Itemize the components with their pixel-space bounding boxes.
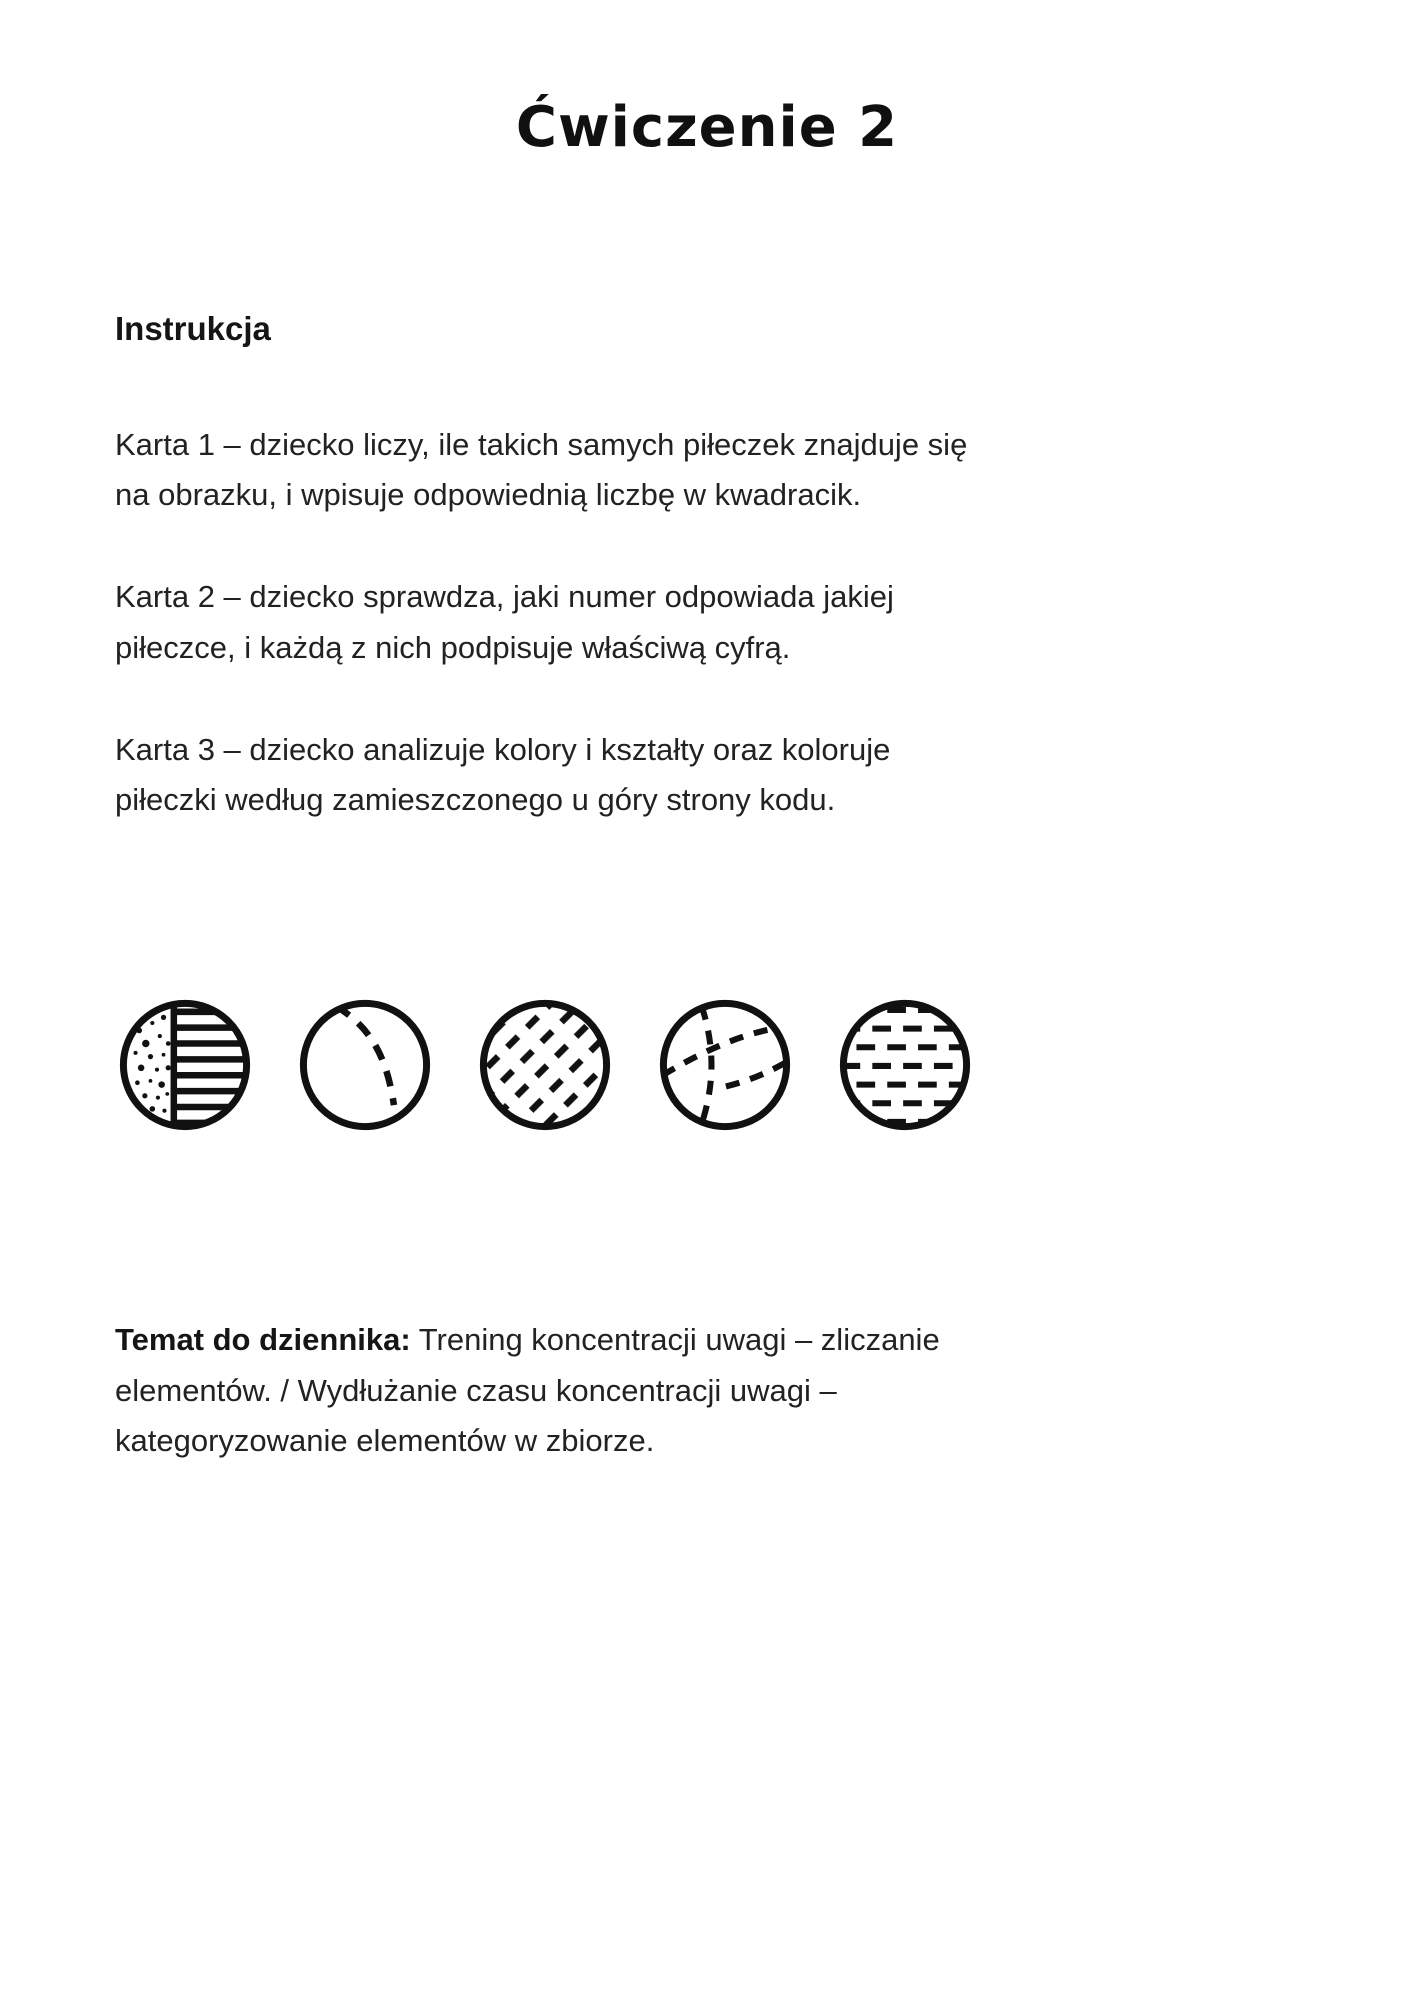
journal-topic-note [115,1315,1005,1466]
instruction-paragraph-karta-3: Karta 3 – dziecko analizuje kolory i kształty oraz koloruje piłeczki według zamieszczonego u góry strony kodu. [115,731,891,818]
single-dashed-curve-ball-icon [295,995,435,1135]
diagonal-dashes-ball-icon [475,995,615,1135]
horizontal-dashes-ball-icon [835,995,975,1135]
instructions-heading: Instrukcja [115,310,271,347]
instruction-paragraph-karta-1: Karta 1 – dziecko liczy, ile takich samych piłeczek znajduje się na obrazku, i wpisuje odpowiednią liczbę w kwadracik. [115,427,968,513]
journal-topic-label: Temat do dziennika: [115,1322,411,1358]
journal-topic-text: Trening koncentracji uwagi – zliczanie elementów. / Wydłużanie czasu koncentracji uwagi – kategoryzowanie elementów w zbiorze. [115,1322,940,1458]
page-title: Ćwiczenie 2 [515,95,899,160]
balls-row [115,995,1299,1135]
instruction-paragraph-karta-2: Karta 2 – dziecko sprawdza, jaki numer odpowiada jakiej piłeczce, i każdą z nich podpisuje właściwą cyfrą. [115,579,894,665]
dots-and-stripes-ball-icon [115,995,255,1135]
curved-dashes-ball-icon [655,995,795,1135]
